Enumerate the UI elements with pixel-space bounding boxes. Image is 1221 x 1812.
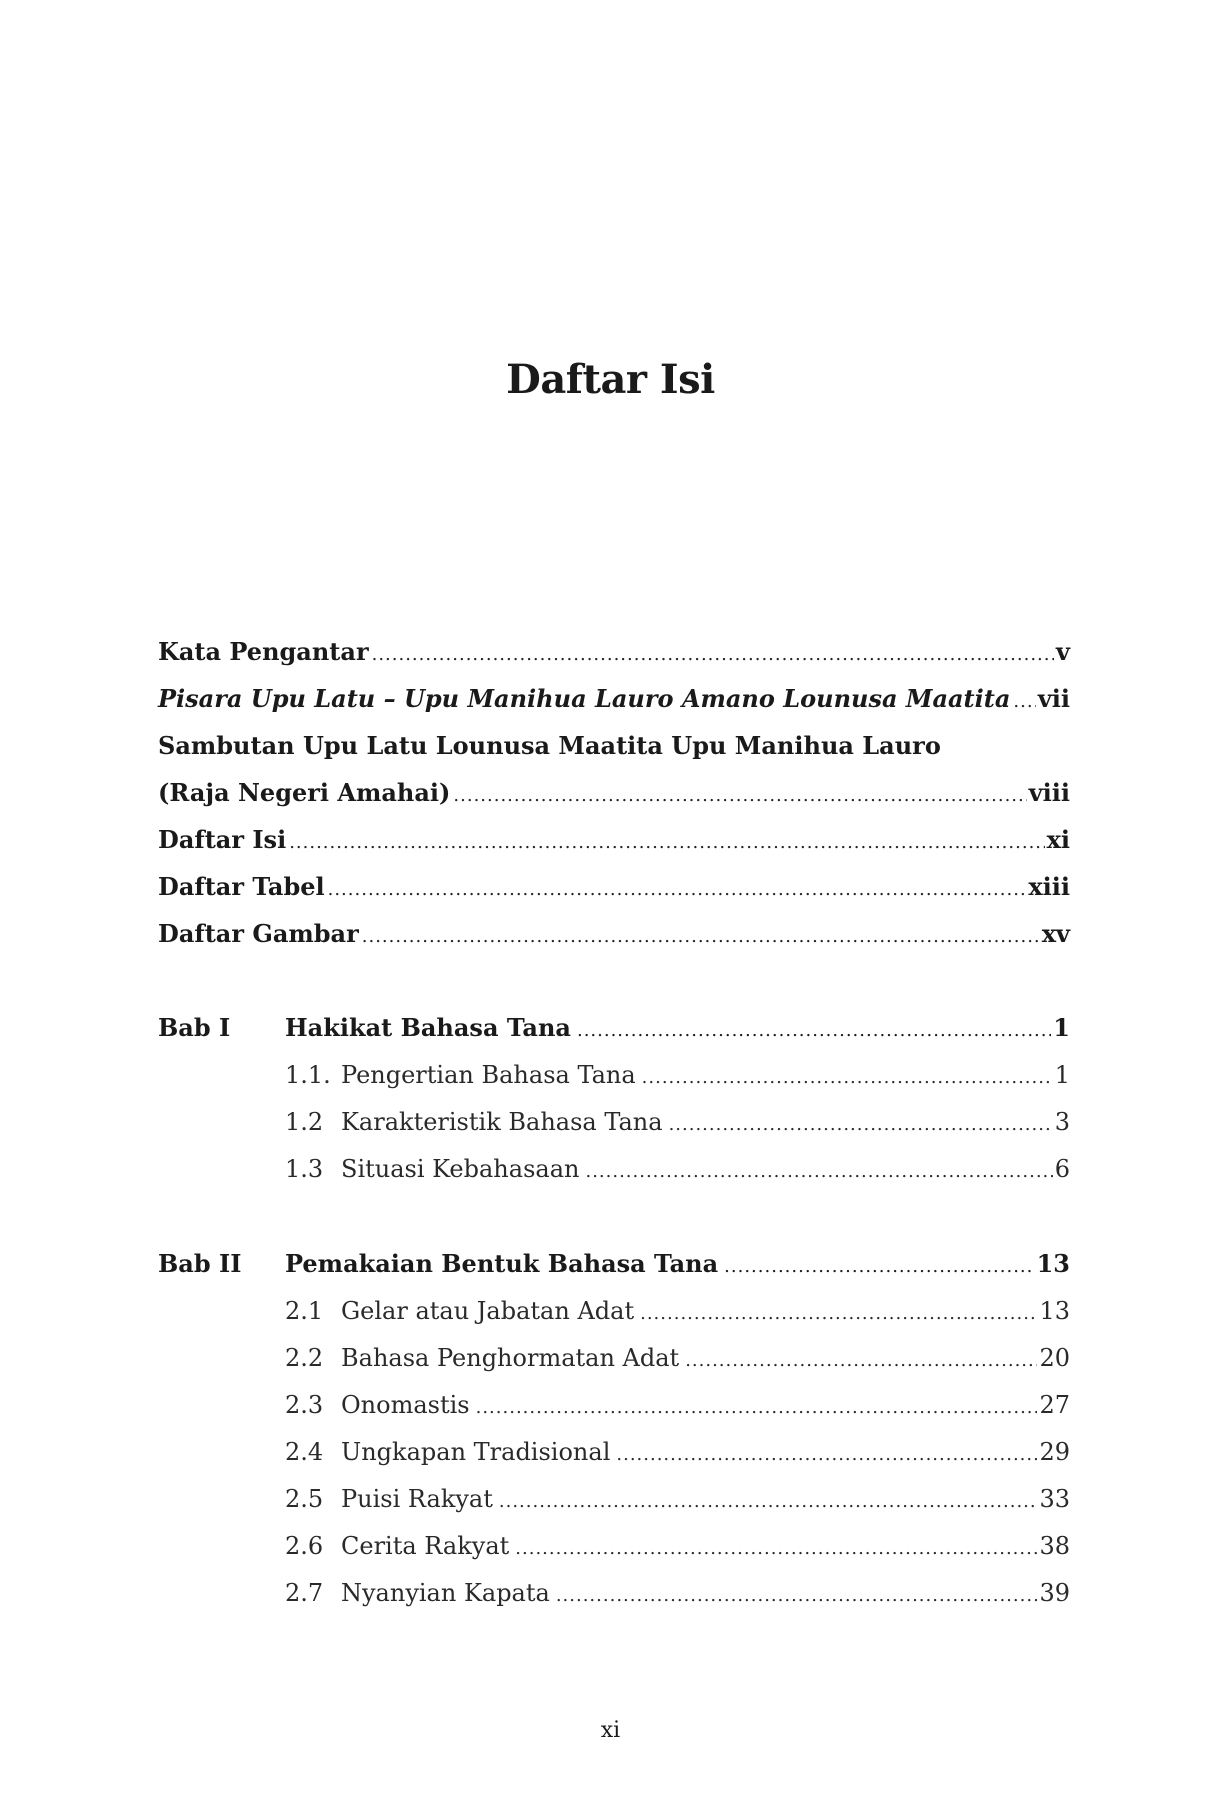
dot-leader (453, 776, 1026, 816)
section-title: Nyanyian Kapata (341, 1579, 550, 1607)
dot-leader (640, 1294, 1037, 1334)
toc-entry-pisara[interactable] (158, 679, 1070, 719)
toc-section-2-1[interactable] (285, 1291, 1070, 1331)
toc-entry-label: Sambutan Upu Latu Lounusa Maatita Upu Manihua Lauro (158, 731, 941, 760)
dot-leader (372, 635, 1054, 675)
toc-entry-sambutan[interactable] (158, 726, 1070, 766)
dot-leader (499, 1482, 1038, 1522)
toc-section-1-1[interactable] (285, 1055, 1070, 1095)
section-title: Onomastis (341, 1391, 470, 1419)
chapter-page: 1 (1053, 1013, 1070, 1042)
section-number: 2.7 (285, 1579, 324, 1607)
section-number: 2.3 (285, 1391, 324, 1419)
toc-entry-kata-pengantar[interactable] (158, 632, 1070, 672)
section-number: 2.1 (285, 1297, 324, 1325)
toc-entry-label: Daftar Gambar (158, 919, 359, 948)
toc-entry-page: xv (1041, 919, 1070, 948)
dot-leader (669, 1105, 1053, 1145)
dot-leader (556, 1576, 1038, 1616)
toc-entry-daftar-gambar[interactable] (158, 914, 1070, 954)
chapter-title: Hakikat Bahasa Tana (285, 1013, 571, 1042)
section-number: 2.6 (285, 1532, 324, 1560)
page-number-footer: xi (600, 1718, 621, 1743)
page-title: Daftar Isi (506, 356, 715, 403)
section-title: Cerita Rakyat (341, 1532, 510, 1560)
section-number: 2.2 (285, 1344, 324, 1372)
section-page: 29 (1039, 1438, 1070, 1466)
chapter-page: 13 (1036, 1249, 1070, 1278)
toc-section-2-4[interactable] (285, 1432, 1070, 1472)
section-number: 1.1. (285, 1061, 331, 1089)
section-number: 2.4 (285, 1438, 324, 1466)
toc-section-2-2[interactable] (285, 1338, 1070, 1378)
dot-leader (642, 1058, 1053, 1098)
section-number: 1.2 (285, 1108, 324, 1136)
dot-leader (616, 1435, 1037, 1475)
dot-leader (328, 870, 1027, 910)
section-title: Situasi Kebahasaan (341, 1155, 580, 1183)
chapter-number: Bab II (158, 1249, 242, 1278)
section-title: Ungkapan Tradisional (341, 1438, 611, 1466)
section-page: 38 (1039, 1532, 1070, 1560)
section-page: 27 (1039, 1391, 1070, 1419)
toc-entry-daftar-isi[interactable] (158, 820, 1070, 860)
section-title: Bahasa Penghormatan Adat (341, 1344, 680, 1372)
chapter-number: Bab I (158, 1013, 231, 1042)
section-title: Karakteristik Bahasa Tana (341, 1108, 663, 1136)
toc-section-2-5[interactable] (285, 1479, 1070, 1519)
dot-leader (289, 823, 1044, 863)
toc-entry-page: xi (1046, 825, 1070, 854)
dot-leader (476, 1388, 1038, 1428)
dot-leader (585, 1152, 1052, 1192)
toc-section-1-2[interactable] (285, 1102, 1070, 1142)
section-number: 2.5 (285, 1485, 324, 1513)
section-title: Puisi Rakyat (341, 1485, 493, 1513)
dot-leader (685, 1341, 1037, 1381)
section-page: 20 (1039, 1344, 1070, 1372)
toc-entry-page: xiii (1028, 872, 1070, 901)
section-page: 1 (1054, 1061, 1070, 1089)
toc-entry-page: vii (1037, 684, 1070, 713)
section-title: Gelar atau Jabatan Adat (341, 1297, 635, 1325)
toc-entry-label: Daftar Isi (158, 825, 287, 854)
chapter-title: Pemakaian Bentuk Bahasa Tana (285, 1249, 719, 1278)
section-page: 3 (1054, 1108, 1070, 1136)
toc-entry-daftar-tabel[interactable] (158, 867, 1070, 907)
toc-chapter-1[interactable] (158, 1008, 1070, 1048)
dot-leader (362, 917, 1040, 957)
section-page: 6 (1054, 1155, 1070, 1183)
dot-leader (515, 1529, 1037, 1569)
toc-section-2-7[interactable] (285, 1573, 1070, 1613)
toc-entry-label: Kata Pengantar (158, 637, 369, 666)
section-page: 33 (1039, 1485, 1070, 1513)
section-page: 13 (1039, 1297, 1070, 1325)
toc-chapter-2[interactable] (158, 1244, 1070, 1284)
toc-section-1-3[interactable] (285, 1149, 1070, 1189)
toc-entry-label: (Raja Negeri Amahai) (158, 778, 451, 807)
dot-leader (577, 1011, 1051, 1051)
section-number: 1.3 (285, 1155, 324, 1183)
toc-entry-page: viii (1028, 778, 1070, 807)
section-title: Pengertian Bahasa Tana (341, 1061, 636, 1089)
toc-section-2-6[interactable] (285, 1526, 1070, 1566)
toc-section-2-3[interactable] (285, 1385, 1070, 1425)
section-page: 39 (1039, 1579, 1070, 1607)
toc-entry-page: v (1056, 637, 1070, 666)
toc-entry-label: Pisara Upu Latu – Upu Manihua Lauro Amano Lounusa Maatita (158, 684, 1011, 713)
toc-entry-label: Daftar Tabel (158, 872, 325, 901)
dot-leader (1013, 682, 1035, 722)
toc-entry-raja-negeri[interactable] (158, 773, 1070, 813)
dot-leader (724, 1247, 1034, 1287)
